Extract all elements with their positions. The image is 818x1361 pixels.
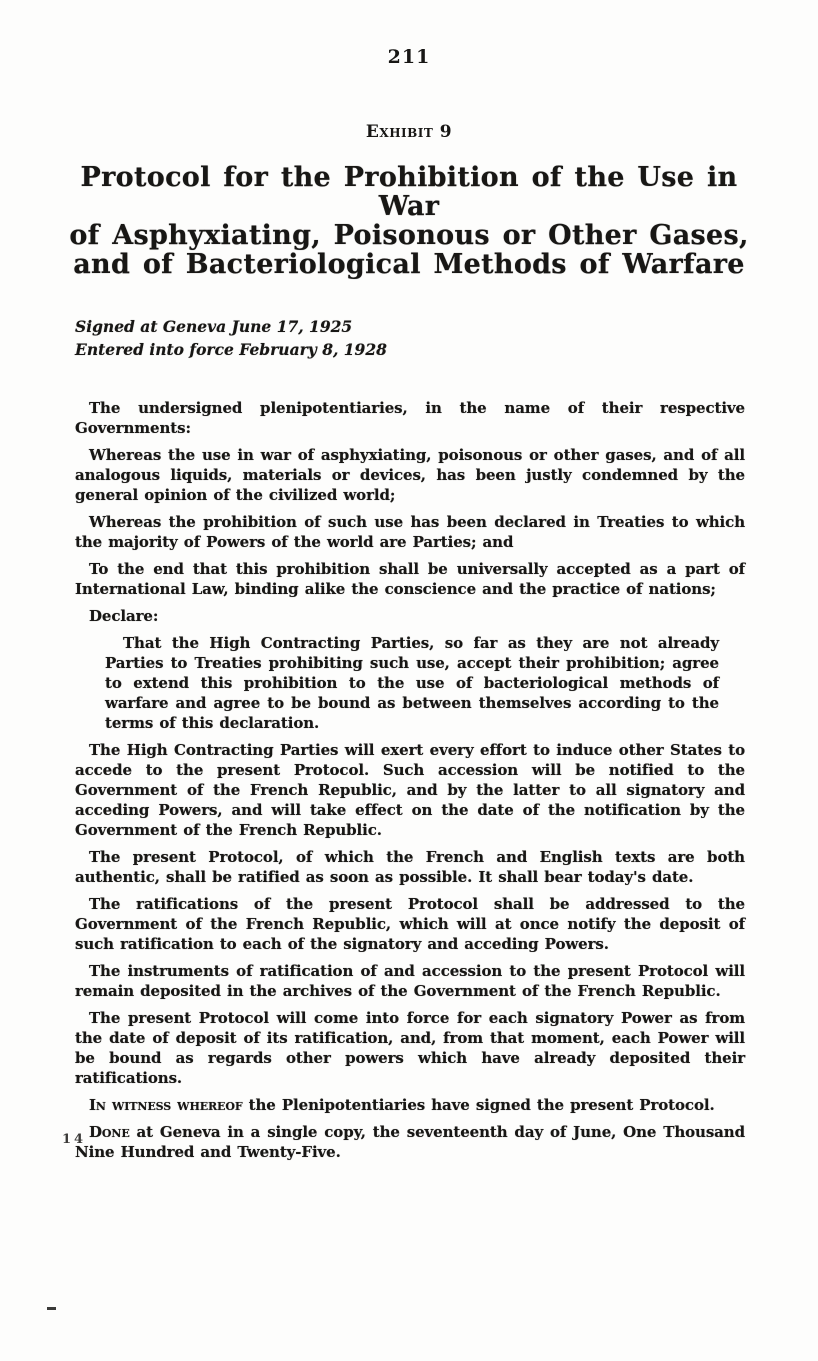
paragraph-to-the-end: To the end that this prohibition shall be universally accepted as a part of International Law, binding alike the conscience and the practice of nations; [75,560,745,598]
done-rest: at Geneva in a single copy, the seventeenth day of June, One Thousand Nine Hundred and Twenty-Five. [75,1123,745,1161]
document-title [45,163,773,279]
paragraph-whereas-use: Whereas the use in war of asphyxiating, poisonous or other gases, and of all analogous liquids, materials or devices, has been justly condemned by the general opinion of the civilized world; [75,446,745,504]
title-line-1: Protocol for the Prohibition of the Use in War [80,162,738,222]
paragraph-texts-authentic: The present Protocol, of which the French and English texts are both authentic, shall be ratified as soon as possible. It shall bear today's date. [75,848,745,886]
paragraph-entry-into-force: The present Protocol will come into force for each signatory Power as from the date of deposit of its ratification, and, from that moment, each Power will be bound as regards other powers which have already deposited their ratifications. [75,1009,745,1087]
paragraph-declare: Declare: [89,607,159,625]
title-line-2: of Asphyxiating, Poisonous or Other Gases, [69,220,749,251]
done-lead: Done [89,1123,130,1141]
signature-dates [75,315,387,361]
witness-rest: the Plenipotentiaries have signed the present Protocol. [242,1096,715,1114]
document-body [75,398,745,1169]
signed-date-line: Signed at Geneva June 17, 1925 [75,317,353,336]
paragraph-in-witness [75,1095,745,1115]
paragraph-ratifications: The ratifications of the present Protocol shall be addressed to the Government of the French Republic, which will at once notify the deposit of such ratification to each of the signatory and acceding Powers. [75,895,745,953]
scan-artifact-dash [47,1307,56,1310]
paragraph-accession: The High Contracting Parties will exert every effort to induce other States to accede to the present Protocol. Such accession will be notified to the Government of the French Republic, and by the latter to all signatory and acceding Powers, and will take effect on the date of the notification by the Government of the French Republic. [75,741,745,839]
title-line-3: and of Bacteriological Methods of Warfare [73,249,745,280]
paragraph-done-at-geneva [75,1122,745,1162]
paragraph-declaration-block: That the High Contracting Parties, so far as they are not already Parties to Treaties prohibiting such use, accept their prohibition; agree to extend this prohibition to the use of bacteriological methods of warfare and agree to be bound as between themselves according to the terms of this declaration. [105,634,719,732]
printer-signature-mark: 14 [62,1132,87,1147]
page-number: 211 [387,46,431,68]
witness-lead: In witness whereof [89,1096,243,1114]
paragraph-whereas-prohibition: Whereas the prohibition of such use has been declared in Treaties to which the majority of Powers of the world are Parties; and [75,513,745,551]
paragraph-instruments: The instruments of ratification of and accession to the present Protocol will remain deposited in the archives of the Government of the French Republic. [75,962,745,1000]
exhibit-heading: Exhibit 9 [365,122,453,142]
entered-into-force-line: Entered into force February 8, 1928 [75,340,387,359]
paragraph-preamble: The undersigned plenipotentiaries, in the name of their respective Governments: [75,399,745,437]
